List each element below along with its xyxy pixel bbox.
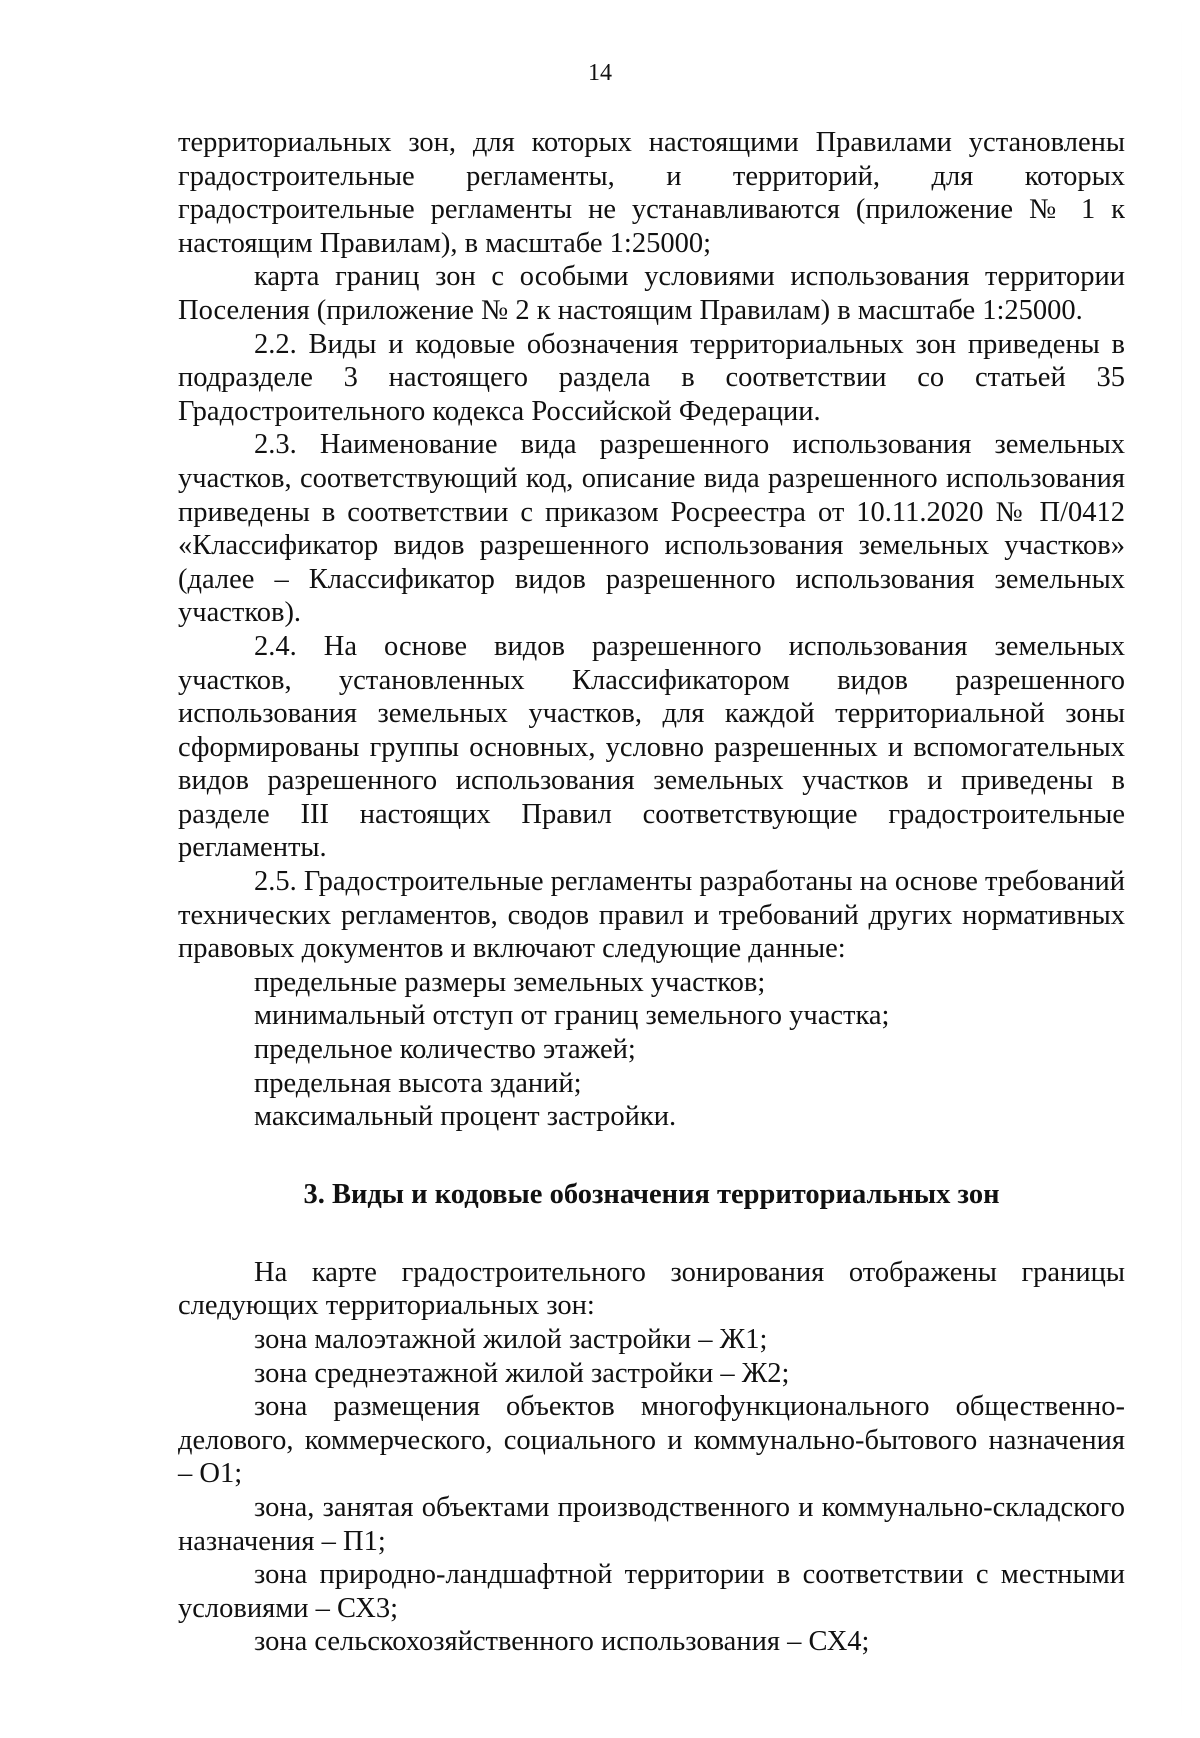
- list-item: максимальный процент застройки.: [254, 1101, 677, 1133]
- paragraph-section-intro: На карте градостроительного зонирования отображены границы следующих территориальных зон:: [178, 1256, 1125, 1322]
- zone-item: зона сельскохозяйственного использования – СХ4;: [254, 1626, 870, 1658]
- list-item: предельная высота зданий;: [254, 1067, 582, 1099]
- list-item: предельное количество этажей;: [254, 1034, 636, 1066]
- zone-item: зона природно-ландшафтной территории в соответствии с местными условиями – СХ3;: [178, 1559, 1125, 1624]
- zone-item: зона среднеэтажной жилой застройки – Ж2;: [254, 1357, 790, 1389]
- paragraph-2-3: 2.3. Наименование вида разрешенного использования земельных участков, соответствующий код, описание вида разрешенного использования приведены в соответствии с приказом Росреестра от 10.11.2020 № П/0412 «Классификатор видов разрешенного использования земельных участков» (далее – Классификатор видов разрешенного использования земельных участков).: [178, 429, 1125, 629]
- paragraph-2-2: 2.2. Виды и кодовые обозначения территориальных зон приведены в подразделе 3 настоящего раздела в соответствии со статьей 35 Градостроительного кодекса Российской Федерации.: [178, 328, 1125, 427]
- paragraph-map-boundaries: карта границ зон с особыми условиями использования территории Поселения (приложение № 2 к настоящим Правилам) в масштабе 1:25000.: [178, 261, 1125, 326]
- scan-edge-shadow: [1181, 0, 1182, 1738]
- document-body: [178, 126, 1125, 1659]
- list-item: предельные размеры земельных участков;: [254, 966, 766, 998]
- list-item: минимальный отступ от границ земельного участка;: [254, 1000, 890, 1032]
- zone-item: зона, занятая объектами производственного и коммунально-складского назначения – П1;: [178, 1491, 1125, 1557]
- paragraph-2-5: 2.5. Градостроительные регламенты разработаны на основе требований технических регламентов, сводов правил и требований других нормативных правовых документов и включают следующие данные:: [178, 866, 1125, 965]
- section-heading: 3. Виды и кодовые обозначения территориальных зон: [303, 1178, 1000, 1210]
- zone-item: зона малоэтажной жилой застройки – Ж1;: [254, 1324, 768, 1355]
- page-number: 14: [588, 60, 612, 86]
- paragraph-continuation: территориальных зон, для которых настоящими Правилами установлены градостроительные регламенты, и территорий, для которых градостроительные регламенты не устанавливаются (приложение № 1 к настоящим Правилам), в масштабе 1:25000;: [178, 127, 1125, 259]
- paragraph-2-4: 2.4. На основе видов разрешенного использования земельных участков, установленных Классификатором видов разрешенного использования земельных участков, для каждой территориальной зоны сформированы группы основных, условно разрешенных и вспомогательных видов разрешенного использования земельных участков и приведены в разделе III настоящих Правил соответствующие градостроительные регламенты.: [178, 630, 1125, 864]
- zone-item: зона размещения объектов многофункционального общественно-делового, коммерческого, социального и коммунально-бытового назначения – О1;: [178, 1391, 1125, 1490]
